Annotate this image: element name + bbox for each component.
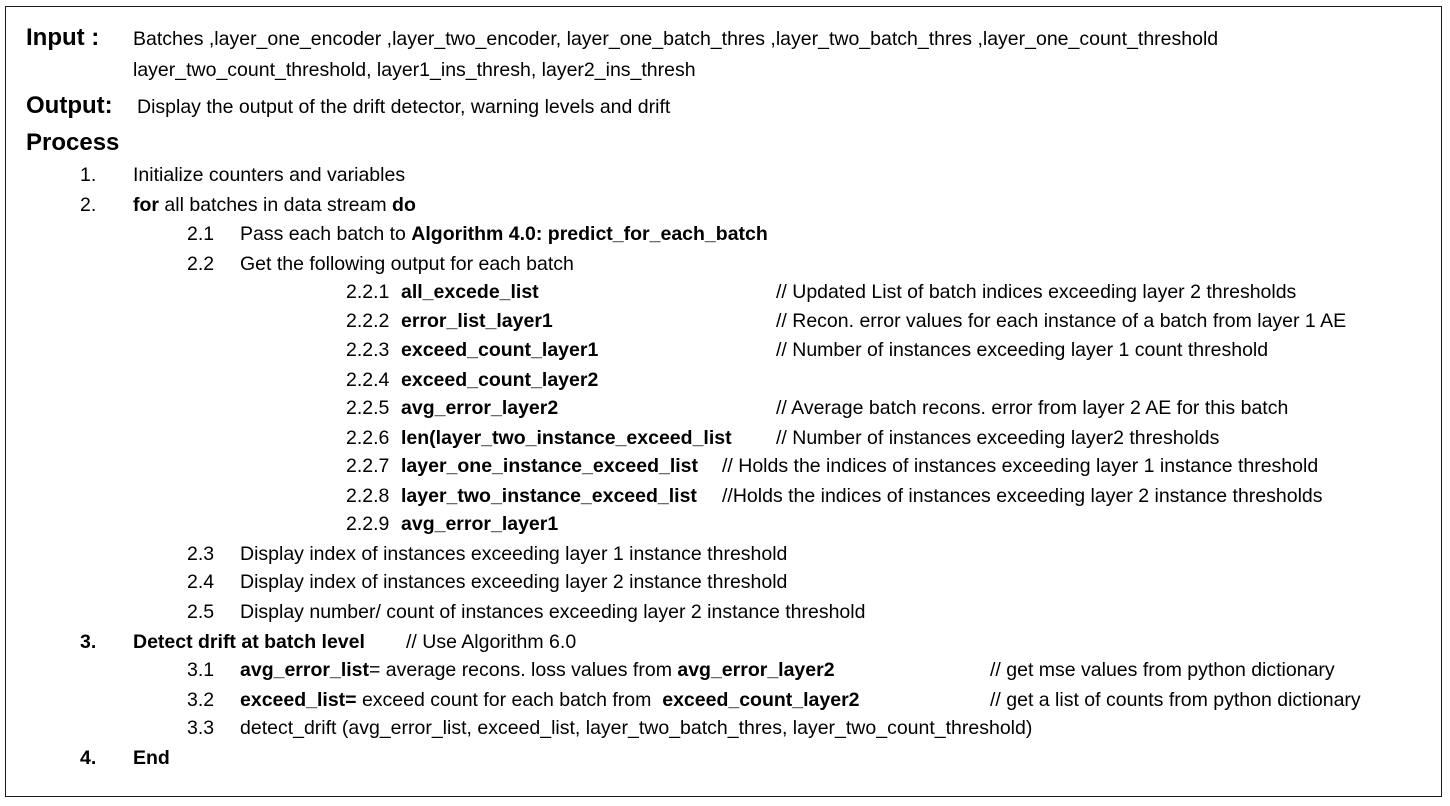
- step-3-2-number: 3.2: [187, 689, 215, 711]
- step-3-text: Detect drift at batch level: [133, 631, 365, 653]
- step-3-2-text: exceed_list= exceed count for each batch from exceed_count_layer2: [240, 689, 860, 711]
- output-item-name: all_excede_list: [401, 281, 539, 303]
- step-1-number: 1.: [80, 164, 97, 186]
- output-text: Display the output of the drift detector, warning levels and drift: [137, 96, 671, 118]
- step-3-1-text: avg_error_list= average recons. loss values from avg_error_layer2: [240, 659, 835, 681]
- step-2-1-text: Pass each batch to Algorithm 4.0: predict_for_each_batch: [240, 223, 768, 245]
- algorithm-reference: Algorithm 4.0: predict_for_each_batch: [411, 223, 768, 245]
- output-item-number: 2.2.9: [346, 513, 390, 535]
- step-2-3-text: Display index of instances exceeding layer 1 instance threshold: [240, 543, 788, 565]
- step-4-number: 4.: [80, 747, 97, 769]
- step-2-5-text: Display number/ count of instances exceeding layer 2 instance threshold: [240, 601, 866, 623]
- step-2-1-number: 2.1: [187, 223, 215, 245]
- step-2-number: 2.: [80, 194, 97, 216]
- input-line-2: layer_two_count_threshold, layer1_ins_thresh, layer2_ins_thresh: [133, 59, 696, 81]
- output-item-name: exceed_count_layer1: [401, 339, 599, 361]
- output-item-number: 2.2.6: [346, 427, 390, 449]
- step-2-2-number: 2.2: [187, 253, 215, 275]
- step-3-comment: // Use Algorithm 6.0: [406, 631, 577, 653]
- output-item-name: avg_error_layer1: [401, 513, 559, 535]
- output-item-name: layer_two_instance_exceed_list: [401, 485, 697, 507]
- step-2-4-number: 2.4: [187, 571, 215, 593]
- step-3-1-number: 3.1: [187, 659, 215, 681]
- output-item-comment: // Number of instances exceeding layer 1 count threshold: [776, 339, 1269, 361]
- output-item-number: 2.2.7: [346, 455, 390, 477]
- output-item-number: 2.2.1: [346, 281, 390, 303]
- step-1-text: Initialize counters and variables: [133, 164, 406, 186]
- step-4-text: End: [133, 747, 170, 769]
- step-2-text: for all batches in data stream do: [133, 194, 416, 216]
- output-item-number: 2.2.2: [346, 310, 390, 332]
- output-item-number: 2.2.8: [346, 485, 390, 507]
- step-3-2-comment: // get a list of counts from python dictionary: [990, 689, 1361, 711]
- step-2-2-text: Get the following output for each batch: [240, 253, 574, 275]
- output-item-name: error_list_layer1: [401, 310, 553, 332]
- output-item-name: layer_one_instance_exceed_list: [401, 455, 699, 477]
- step-2-4-text: Display index of instances exceeding layer 2 instance threshold: [240, 571, 788, 593]
- output-item-comment: // Holds the indices of instances exceeding layer 1 instance threshold: [722, 455, 1319, 477]
- output-item-comment: // Number of instances exceeding layer2 thresholds: [776, 427, 1220, 449]
- output-item-number: 2.2.3: [346, 339, 390, 361]
- step-3-3-text: detect_drift (avg_error_list, exceed_list, layer_two_batch_thres, layer_two_count_threshold): [240, 717, 1033, 739]
- input-label: Input :: [26, 24, 100, 51]
- step-3-1-comment: // get mse values from python dictionary: [990, 659, 1335, 681]
- output-item-comment: // Updated List of batch indices exceeding layer 2 thresholds: [776, 281, 1297, 303]
- output-item-comment: // Recon. error values for each instance of a batch from layer 1 AE: [776, 310, 1347, 332]
- output-label: Output:: [26, 92, 113, 119]
- output-item-comment: // Average batch recons. error from layer 2 AE for this batch: [776, 397, 1289, 419]
- keyword-do: do: [392, 194, 416, 216]
- output-item-number: 2.2.4: [346, 369, 390, 391]
- output-item-name: len(layer_two_instance_exceed_list: [401, 427, 732, 449]
- process-label: Process: [26, 129, 120, 156]
- output-item-name: avg_error_layer2: [401, 397, 559, 419]
- step-2-5-number: 2.5: [187, 601, 215, 623]
- output-item-number: 2.2.5: [346, 397, 390, 419]
- step-3-number: 3.: [80, 631, 97, 653]
- output-item-comment: //Holds the indices of instances exceeding layer 2 instance thresholds: [722, 485, 1323, 507]
- output-item-name: exceed_count_layer2: [401, 369, 599, 391]
- keyword-for: for: [133, 194, 159, 216]
- input-line-1: Batches ,layer_one_encoder ,layer_two_encoder, layer_one_batch_thres ,layer_two_batch_thres ,layer_one_count_threshold: [133, 28, 1219, 50]
- step-2-3-number: 2.3: [187, 543, 215, 565]
- step-3-3-number: 3.3: [187, 717, 215, 739]
